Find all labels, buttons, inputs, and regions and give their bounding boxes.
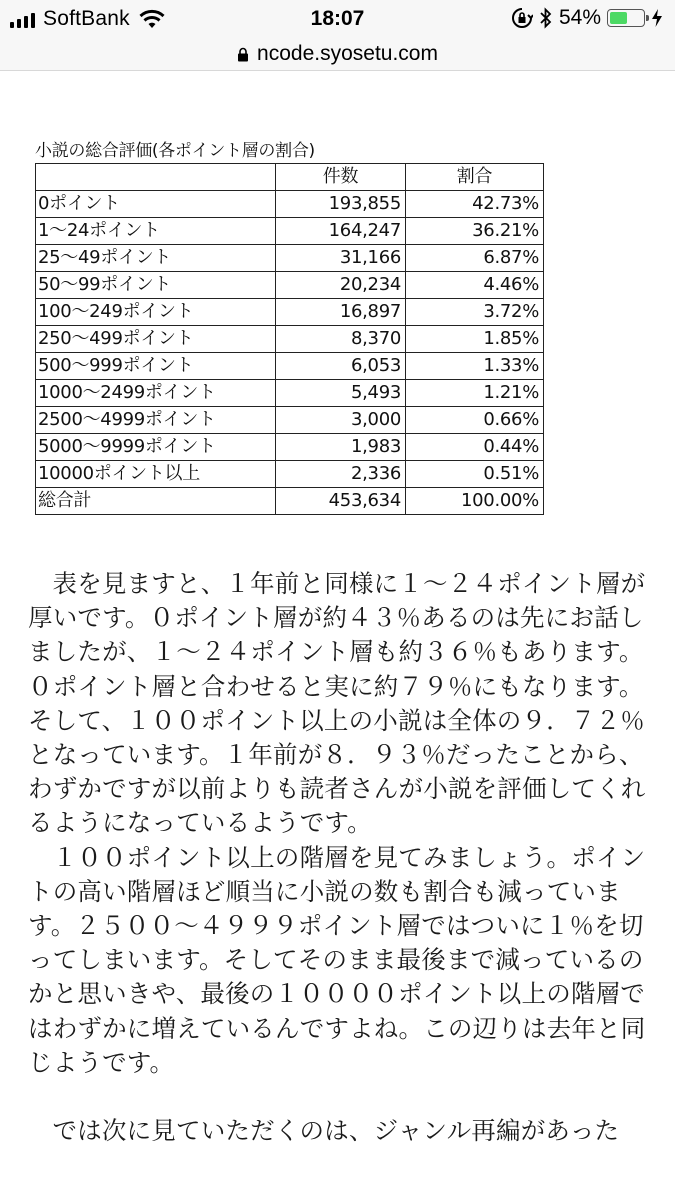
row-label-cell: 25～49ポイント — [36, 245, 276, 272]
table-row — [36, 326, 544, 353]
table-header-cell: 割合 — [406, 164, 544, 191]
points-distribution-table — [35, 163, 544, 515]
table-row — [36, 407, 544, 434]
row-label-cell: 5000～9999ポイント — [36, 434, 276, 461]
row-count-cell: 2,336 — [276, 461, 406, 488]
table-header-cell — [36, 164, 276, 191]
row-ratio-cell: 1.21% — [406, 380, 544, 407]
page-content — [0, 71, 675, 1200]
row-label-cell: 10000ポイント以上 — [36, 461, 276, 488]
row-count-cell: 193,855 — [276, 191, 406, 218]
row-count-cell: 20,234 — [276, 272, 406, 299]
table-header-cell: 件数 — [276, 164, 406, 191]
row-label-cell: 0ポイント — [36, 191, 276, 218]
article-paragraph: では次に見ていただくのは、ジャンル再編があった — [52, 1116, 620, 1146]
row-count-cell: 31,166 — [276, 245, 406, 272]
bluetooth-icon — [539, 7, 553, 29]
row-label-cell: 500～999ポイント — [36, 353, 276, 380]
row-count-cell: 453,634 — [276, 488, 406, 515]
table-row — [36, 353, 544, 380]
clock-time: 18:07 — [310, 7, 365, 30]
row-count-cell: 1,983 — [276, 434, 406, 461]
table-row — [36, 245, 544, 272]
row-label-cell: 250～499ポイント — [36, 326, 276, 353]
row-label-cell: 1～24ポイント — [36, 218, 276, 245]
row-ratio-cell: 36.21% — [406, 218, 544, 245]
table-header-row — [36, 164, 544, 191]
row-ratio-cell: 3.72% — [406, 299, 544, 326]
secure-lock-icon — [237, 47, 249, 62]
row-count-cell: 6,053 — [276, 353, 406, 380]
statistics-table-image — [35, 139, 545, 515]
carrier-name: SoftBank — [43, 7, 130, 30]
url-text[interactable]: ncode.syosetu.com — [257, 42, 438, 65]
charging-bolt-icon — [651, 8, 663, 28]
row-ratio-cell: 1.85% — [406, 326, 544, 353]
battery-percentage: 54% — [558, 6, 601, 29]
article-paragraph: 表を見ますと、１年前と同様に１～２４ポイント層が厚いです。０ポイント層が約４３％あるのは先にお話しましたが、１～２４ポイント層も約３６％もあります。０ポイント層と合わせると実に約７９％にもなります。そして、１００ポイント以上の小説は全体の９．７２％となっています。１年前が８．９３％だったことから、わずかですが以前よりも読者さんが小説を評価してくれるようになっているようです。 — [28, 569, 646, 838]
table-row — [36, 434, 544, 461]
row-ratio-cell: 4.46% — [406, 272, 544, 299]
table-row — [36, 299, 544, 326]
row-ratio-cell: 100.00% — [406, 488, 544, 515]
article-paragraph: １００ポイント以上の階層を見てみましょう。ポイントの高い階層ほど順当に小説の数も割合も減っています。２５００～４９９９ポイント層ではついに１％を切ってしまいます。そしてそのまま最後まで減っているのかと思いきや、最後の１００００ポイント以上の階層ではわずかに増えているんですよね。この辺りは去年と同じようです。 — [28, 842, 646, 1077]
row-count-cell: 8,370 — [276, 326, 406, 353]
row-ratio-cell: 0.66% — [406, 407, 544, 434]
table-row — [36, 272, 544, 299]
row-count-cell: 3,000 — [276, 407, 406, 434]
row-count-cell: 5,493 — [276, 380, 406, 407]
orientation-lock-icon — [511, 7, 533, 29]
table-row — [36, 461, 544, 488]
row-count-cell: 164,247 — [276, 218, 406, 245]
table-row — [36, 488, 544, 515]
row-ratio-cell: 6.87% — [406, 245, 544, 272]
status-bar — [0, 0, 675, 38]
row-ratio-cell: 0.44% — [406, 434, 544, 461]
address-bar[interactable] — [0, 38, 675, 71]
table-caption: 小説の総合評価(各ポイント層の割合) — [35, 141, 315, 161]
row-ratio-cell: 1.33% — [406, 353, 544, 380]
battery-icon — [607, 9, 645, 27]
row-label-cell: 総合計 — [36, 488, 276, 515]
row-label-cell: 2500～4999ポイント — [36, 407, 276, 434]
row-label-cell: 100～249ポイント — [36, 299, 276, 326]
article-body — [28, 567, 648, 1148]
row-ratio-cell: 42.73% — [406, 191, 544, 218]
row-label-cell: 1000～2499ポイント — [36, 380, 276, 407]
table-row — [36, 191, 544, 218]
table-row — [36, 218, 544, 245]
row-label-cell: 50～99ポイント — [36, 272, 276, 299]
table-row — [36, 380, 544, 407]
row-count-cell: 16,897 — [276, 299, 406, 326]
row-ratio-cell: 0.51% — [406, 461, 544, 488]
